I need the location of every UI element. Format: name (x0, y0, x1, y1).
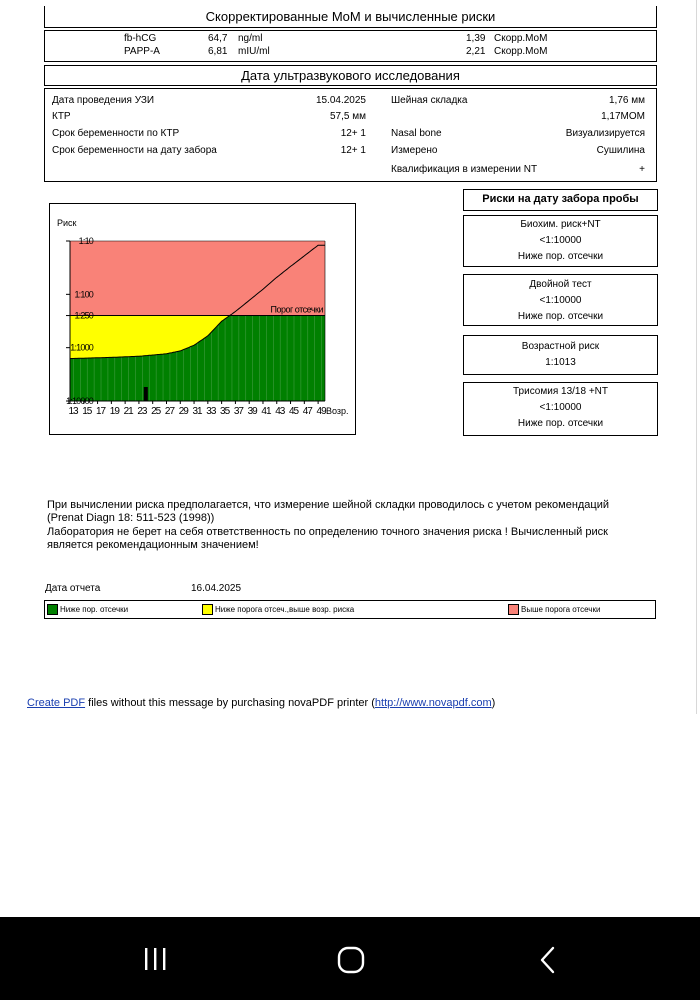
report-page (4, 0, 697, 714)
x-tick-label: 25 (151, 406, 161, 417)
x-tick-label: 31 (192, 406, 202, 417)
y-tick-label: 1:250 (74, 310, 93, 321)
y-tick-label: 1:10000 (66, 396, 93, 406)
us-title: Дата ультразвукового исследования (241, 68, 460, 83)
legend-label: Выше порога отсечки (521, 605, 601, 614)
create-pdf-link[interactable]: Create PDF (27, 697, 86, 709)
us-value: + (639, 164, 645, 175)
us-label: Шейная складка (391, 95, 468, 106)
novapdf-link[interactable]: http://www.novapdf.com (374, 697, 492, 709)
us-value: 15.04.2025 (315, 95, 366, 106)
mom-label: Скорр.MoM (494, 46, 548, 57)
mom-unit: mIU/ml (238, 46, 270, 57)
mom-corrected: 1,39 (466, 33, 486, 44)
disclaimer-line: является рекомендационным значением! (47, 539, 259, 551)
risk-box-value: <1:10000 (539, 402, 582, 413)
y-axis-label: Риск (57, 218, 77, 228)
us-value: 12+ 1 (340, 145, 366, 156)
disclaimer-line: (Prenat Diagn 18: 511-523 (1998)) (47, 512, 215, 524)
x-tick-label: 49 (316, 406, 326, 417)
mom-corrected: 2,21 (466, 46, 486, 57)
mom-name: fb-hCG (124, 33, 157, 44)
navigation-bar (0, 917, 700, 1000)
x-tick-label: 13 (68, 406, 78, 417)
x-tick-label: 29 (178, 406, 188, 417)
report-date-value: 16.04.2025 (191, 583, 242, 594)
us-label: Срок беременности по КТР (52, 128, 180, 139)
risk-box-value: <1:10000 (539, 235, 582, 246)
patient-marker (144, 387, 148, 401)
legend-label: Ниже порога отсеч.,выше возр. риска (215, 605, 355, 614)
mom-label: Скорр.MoM (494, 33, 548, 44)
footer (27, 697, 495, 710)
risk-chart (49, 203, 356, 435)
x-tick-label: 15 (82, 406, 92, 417)
footer-text: files without this message by purchasing novaPDF printer ( (85, 697, 375, 709)
us-label: Измерено (391, 145, 438, 156)
x-tick-label: 19 (109, 406, 119, 417)
us-value: 57,5 мм (330, 111, 366, 122)
x-tick-label: 43 (275, 406, 285, 417)
risk-chart-svg (50, 204, 355, 434)
risk-box-status: Ниже пор. отсечки (517, 311, 604, 322)
x-tick-label: 27 (164, 406, 175, 417)
y-tick-label: 1:10 (78, 236, 93, 246)
us-label: Срок беременности на дату забора (52, 145, 217, 156)
recent-apps-icon[interactable] (140, 946, 170, 972)
us-label: КТР (52, 111, 71, 122)
legend-swatch-green (47, 604, 58, 615)
us-value: 1,76 мм (609, 95, 645, 106)
x-tick-label: 41 (261, 406, 271, 417)
x-tick-label: 37 (233, 406, 243, 417)
y-tick-label: 1:100 (74, 289, 93, 300)
legend-label: Ниже пор. отсечки (60, 605, 129, 614)
us-value: 1,17MOM (601, 111, 645, 122)
us-value: Сушилина (596, 145, 645, 156)
risk-box-status: Ниже пор. отсечки (517, 251, 604, 262)
x-tick-label: 23 (137, 406, 147, 417)
risk-box-status: Ниже пор. отсечки (517, 418, 604, 429)
legend-swatch-yellow (202, 604, 213, 615)
x-tick-label: 39 (247, 406, 257, 417)
mom-title: Скорректированные MoM и вычисленные риски (205, 9, 496, 24)
us-label: Nasal bone (391, 128, 442, 139)
us-value: 12+ 1 (340, 128, 366, 139)
us-label: Дата проведения УЗИ (52, 95, 155, 106)
risks-title: Риски на дату забора пробы (482, 193, 639, 205)
mom-value: 64,7 (208, 33, 228, 44)
x-tick-label: 33 (206, 406, 216, 417)
report-date-label: Дата отчета (45, 583, 101, 594)
x-tick-label: 17 (96, 406, 106, 417)
footer-text-end: ) (491, 697, 496, 709)
x-axis-label: Возр. (326, 406, 349, 416)
x-tick-label: 21 (123, 406, 133, 417)
y-tick-label: 1:1000 (70, 342, 93, 353)
mom-value: 6,81 (208, 46, 228, 57)
mom-unit: ng/ml (238, 33, 263, 44)
risk-box-title: Возрастной риск (521, 341, 600, 352)
mom-name: PAPP-A (124, 46, 160, 57)
x-tick-label: 47 (302, 406, 312, 417)
risk-box-title: Трисомия 13/18 +NT (513, 386, 608, 397)
risk-box-title: Биохим. риск+NT (520, 219, 601, 230)
cutoff-label: Порог отсечки (270, 304, 323, 315)
risk-box-value: <1:10000 (539, 295, 582, 306)
risk-box-title: Двойной тест (529, 279, 592, 290)
x-tick-label: 45 (288, 406, 299, 417)
disclaimer-line: Лаборатория не берет на себя ответственность по определению точного значения риска ! Вычисленный риск (47, 526, 608, 538)
back-icon[interactable] (536, 945, 560, 975)
us-value: Визуализируется (565, 128, 645, 139)
us-label: Квалификация в измерении NT (391, 164, 538, 175)
legend-swatch-red (508, 604, 519, 615)
disclaimer-line: При вычислении риска предполагается, что измерение шейной складки проводилось с учетом рекомендаций (47, 499, 610, 511)
risk-box-value: 1:1013 (545, 357, 576, 368)
x-tick-label: 35 (220, 406, 230, 417)
home-icon[interactable] (336, 945, 366, 975)
